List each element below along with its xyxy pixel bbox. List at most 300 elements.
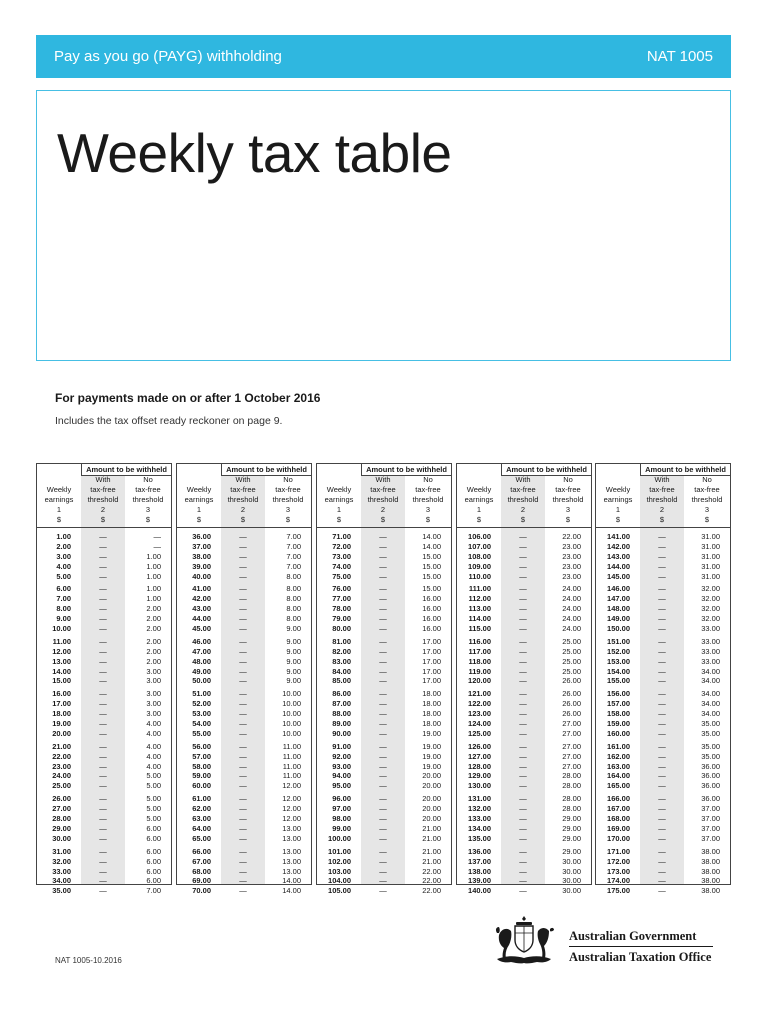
weekly-earnings-cell: 150.00 [607,624,630,634]
no-threshold-cell: 38.00 [701,846,720,856]
no-threshold-cell: 7.00 [146,886,161,896]
table-row [317,886,451,896]
header-doc-code: NAT 1005 [646,48,713,65]
weekly-earnings-cell: 137.00 [468,856,491,866]
with-threshold-cell: — [519,584,527,594]
no-threshold-cell: 19.00 [422,761,441,771]
with-threshold-cell: — [379,532,387,541]
weekly-earnings-cell: 70.00 [192,886,211,896]
column-header-line: threshold [87,495,119,504]
with-threshold-cell: — [658,541,666,551]
table-row [596,667,730,677]
no-threshold-cell: 12.00 [282,794,301,804]
with-threshold-cell: — [99,856,107,866]
with-threshold-cell: — [519,741,527,751]
weekly-earnings-cell: 5.00 [56,571,71,581]
weekly-earnings-cell: 170.00 [607,833,630,843]
with-threshold-cell: — [99,804,107,814]
table-row [457,676,591,686]
table-row [596,771,730,781]
no-threshold-cell: 25.00 [562,646,581,656]
with-threshold-cell: — [379,804,387,814]
table-row [37,532,171,542]
with-threshold-cell: — [99,771,107,781]
table-row [317,657,451,667]
table-row [37,542,171,552]
weekly-earnings-cell: 43.00 [192,604,211,614]
tax-table-3 [316,463,452,896]
with-threshold-cell: — [658,624,666,634]
weekly-earnings-cell: 140.00 [468,886,491,896]
no-threshold-cell: 20.00 [422,794,441,804]
with-threshold-cell: — [379,833,387,843]
weekly-earnings-cell: 29.00 [52,823,71,833]
weekly-earnings-cell: 27.00 [52,804,71,814]
no-threshold-cell: 29.00 [562,814,581,824]
no-threshold-cell: 2.00 [146,604,161,614]
with-threshold-cell: — [239,728,247,738]
with-threshold-cell: — [99,761,107,771]
weekly-earnings-cell: 1.00 [56,532,71,541]
table-row [596,532,730,542]
no-threshold-cell: 20.00 [422,771,441,781]
no-threshold-cell: 3.00 [146,709,161,719]
no-threshold-cell: 32.00 [701,584,720,594]
column-header-line: With [375,475,391,484]
table-row [177,676,311,686]
column-header-line: tax-free [510,485,536,494]
column-header-line: tax-free [694,485,720,494]
with-threshold-cell: — [99,676,107,686]
weekly-earnings-cell: 73.00 [332,551,351,561]
table-row [317,709,451,719]
no-threshold-cell: 18.00 [422,719,441,729]
no-threshold-cell: 9.00 [286,636,301,646]
table-row [457,572,591,582]
column-header-line: No [143,475,153,484]
weekly-earnings-cell: 146.00 [607,584,630,594]
with-threshold-cell: — [379,614,387,624]
with-threshold-cell: — [379,699,387,709]
weekly-earnings-cell: 131.00 [468,794,491,804]
weekly-earnings-cell: 8.00 [56,604,71,614]
with-threshold-cell: — [658,804,666,814]
weekly-earnings-cell: 34.00 [52,876,71,886]
weekly-earnings-cell: 110.00 [468,571,491,581]
with-threshold-cell: — [99,541,107,551]
table-row [37,771,171,781]
no-threshold-cell: 17.00 [422,676,441,686]
table-row [37,886,171,896]
with-threshold-cell: — [99,781,107,791]
weekly-earnings-cell: 148.00 [607,604,630,614]
no-threshold-cell: — [153,541,161,551]
no-threshold-cell: 6.00 [146,866,161,876]
subtitle: For payments made on or after 1 October 2016 [55,391,321,405]
table-row [596,719,730,729]
weekly-earnings-cell: 82.00 [332,646,351,656]
no-threshold-cell: 33.00 [701,636,720,646]
with-threshold-cell: — [658,636,666,646]
with-threshold-cell: — [239,604,247,614]
header-divider [177,527,311,528]
weekly-earnings-cell: 99.00 [332,823,351,833]
weekly-earnings-cell: 31.00 [52,846,71,856]
no-threshold-cell: 2.00 [146,636,161,646]
weekly-earnings-cell: 50.00 [192,676,211,686]
no-threshold-cell: 38.00 [701,886,720,896]
table-row [457,867,591,877]
with-threshold-cell: — [519,833,527,843]
table-row [317,781,451,791]
column-header-line: 2 [520,505,526,514]
table-row [596,781,730,791]
with-threshold-cell: — [658,561,666,571]
weekly-earnings-cell: 89.00 [332,719,351,729]
table-row [457,657,591,667]
no-threshold-cell: 2.00 [146,656,161,666]
with-threshold-cell: — [239,781,247,791]
no-threshold-cell: 37.00 [701,823,720,833]
with-threshold-cell: — [99,594,107,604]
table-row [177,667,311,677]
weekly-earnings-cell: 54.00 [192,719,211,729]
table-row [37,657,171,667]
table-row [317,771,451,781]
weekly-earnings-cell: 138.00 [468,866,491,876]
with-threshold-cell: — [99,886,107,896]
no-threshold-cell: 12.00 [282,814,301,824]
weekly-earnings-cell: 106.00 [468,532,491,541]
no-threshold-cell: 1.00 [146,594,161,604]
with-threshold-cell: — [379,794,387,804]
no-threshold-cell: 23.00 [562,541,581,551]
no-threshold-cell: 9.00 [286,676,301,686]
table-row [317,594,451,604]
weekly-earnings-cell: 48.00 [192,656,211,666]
no-threshold-cell: 37.00 [701,804,720,814]
column-header-line: $ [196,515,202,524]
table-row [596,729,730,739]
table-row [317,699,451,709]
with-threshold-cell: — [658,741,666,751]
weekly-earnings-cell: 129.00 [468,771,491,781]
no-threshold-cell: 35.00 [701,741,720,751]
weekly-earnings-cell: 53.00 [192,709,211,719]
weekly-earnings-cell: 21.00 [52,741,71,751]
with-threshold-cell: — [379,719,387,729]
table-row [37,604,171,614]
no-threshold-cell: 25.00 [562,636,581,646]
no-threshold-cell: 30.00 [562,886,581,896]
with-threshold-cell: — [99,699,107,709]
no-threshold-cell: 27.00 [562,719,581,729]
with-threshold-cell: — [239,656,247,666]
weekly-earnings-cell: 169.00 [607,823,630,833]
no-threshold-cell: 1.00 [146,561,161,571]
no-threshold-cell: 36.00 [701,794,720,804]
table-row [596,876,730,886]
column-header-3 [265,475,311,527]
column-header-line: 2 [100,505,106,514]
with-threshold-cell: — [379,886,387,896]
with-threshold-cell: — [239,646,247,656]
no-threshold-cell: 18.00 [422,699,441,709]
weekly-earnings-cell: 38.00 [192,551,211,561]
table-row [177,857,311,867]
no-threshold-cell: 21.00 [422,856,441,866]
with-threshold-cell: — [658,781,666,791]
column-header-line: earnings [603,495,633,504]
no-threshold-cell: 14.00 [422,532,441,541]
weekly-earnings-cell: 159.00 [607,719,630,729]
with-threshold-cell: — [99,689,107,699]
no-threshold-cell: — [153,532,161,541]
no-threshold-cell: 7.00 [286,532,301,541]
weekly-earnings-cell: 136.00 [468,846,491,856]
column-header-line: $ [565,515,571,524]
weekly-earnings-cell: 25.00 [52,781,71,791]
weekly-earnings-cell: 125.00 [468,728,491,738]
table-row [177,709,311,719]
weekly-earnings-cell: 127.00 [468,751,491,761]
with-threshold-cell: — [99,656,107,666]
with-threshold-cell: — [99,666,107,676]
table-row [457,542,591,552]
table-row [457,876,591,886]
table-row [596,867,730,877]
weekly-earnings-cell: 3.00 [56,551,71,561]
no-threshold-cell: 10.00 [282,719,301,729]
weekly-earnings-cell: 47.00 [192,646,211,656]
with-threshold-cell: — [239,846,247,856]
weekly-earnings-cell: 141.00 [607,532,630,541]
table-row [596,552,730,562]
with-threshold-cell: — [239,561,247,571]
with-threshold-cell: — [658,689,666,699]
weekly-earnings-cell: 157.00 [607,699,630,709]
table-row [317,742,451,752]
with-threshold-cell: — [519,636,527,646]
table-row [37,614,171,624]
with-threshold-cell: — [519,676,527,686]
tax-table-1 [36,463,172,896]
no-threshold-cell: 36.00 [701,771,720,781]
no-threshold-cell: 27.00 [562,761,581,771]
no-threshold-cell: 18.00 [422,709,441,719]
column-header-line: With [95,475,111,484]
table-row [37,824,171,834]
weekly-earnings-cell: 100.00 [328,833,351,843]
no-threshold-cell: 25.00 [562,666,581,676]
no-threshold-cell: 22.00 [422,876,441,886]
no-threshold-cell: 27.00 [562,728,581,738]
weekly-earnings-cell: 147.00 [607,594,630,604]
table-row [177,689,311,699]
no-threshold-cell: 2.00 [146,624,161,634]
with-threshold-cell: — [658,856,666,866]
table-row [317,667,451,677]
column-header-line: $ [520,515,526,524]
with-threshold-cell: — [239,594,247,604]
weekly-earnings-cell: 173.00 [607,866,630,876]
table-row [37,689,171,699]
no-threshold-cell: 22.00 [422,886,441,896]
table-row [596,762,730,772]
with-threshold-cell: — [379,751,387,761]
table-row [317,794,451,804]
weekly-earnings-cell: 108.00 [468,551,491,561]
no-threshold-cell: 4.00 [146,761,161,771]
column-header-line: No [423,475,433,484]
header-bar [36,35,731,78]
no-threshold-cell: 5.00 [146,814,161,824]
weekly-earnings-cell: 120.00 [468,676,491,686]
column-header-3 [545,475,591,527]
weekly-earnings-cell: 11.00 [52,636,71,646]
no-threshold-cell: 16.00 [422,624,441,634]
table-row [37,729,171,739]
column-header-line: Weekly [186,485,212,494]
with-threshold-cell: — [379,571,387,581]
table-row [457,824,591,834]
weekly-earnings-cell: 171.00 [607,846,630,856]
table-row [37,667,171,677]
weekly-earnings-cell: 113.00 [468,604,491,614]
table-row [37,794,171,804]
table-row [317,857,451,867]
no-threshold-cell: 13.00 [282,866,301,876]
column-header-2 [501,475,545,527]
no-threshold-cell: 34.00 [701,699,720,709]
column-header-line: tax-free [135,485,161,494]
table-body [177,532,311,896]
weekly-earnings-cell: 126.00 [468,741,491,751]
weekly-earnings-cell: 84.00 [332,666,351,676]
weekly-earnings-cell: 142.00 [607,541,630,551]
weekly-earnings-cell: 123.00 [468,709,491,719]
no-threshold-cell: 29.00 [562,823,581,833]
with-threshold-cell: — [99,751,107,761]
table-row [457,752,591,762]
table-row [457,729,591,739]
weekly-earnings-cell: 111.00 [468,584,491,594]
no-threshold-cell: 15.00 [422,551,441,561]
weekly-earnings-cell: 24.00 [52,771,71,781]
with-threshold-cell: — [658,846,666,856]
no-threshold-cell: 15.00 [422,561,441,571]
column-header-line: $ [615,515,621,524]
with-threshold-cell: — [519,666,527,676]
table-row [177,572,311,582]
weekly-earnings-cell: 121.00 [468,689,491,699]
with-threshold-cell: — [99,866,107,876]
no-threshold-cell: 1.00 [146,584,161,594]
weekly-earnings-cell: 58.00 [192,761,211,771]
with-threshold-cell: — [239,751,247,761]
table-body [457,532,591,896]
no-threshold-cell: 32.00 [701,604,720,614]
no-threshold-cell: 28.00 [562,794,581,804]
with-threshold-cell: — [658,728,666,738]
with-threshold-cell: — [239,876,247,886]
with-threshold-cell: — [239,676,247,686]
table-row [317,834,451,844]
weekly-earnings-cell: 135.00 [468,833,491,843]
weekly-earnings-cell: 17.00 [52,699,71,709]
weekly-earnings-cell: 45.00 [192,624,211,634]
column-header-line: $ [476,515,482,524]
with-threshold-cell: — [658,719,666,729]
no-threshold-cell: 11.00 [282,761,301,771]
table-row [177,699,311,709]
column-header-line: 2 [240,505,246,514]
weekly-earnings-cell: 30.00 [52,833,71,843]
with-threshold-cell: — [99,571,107,581]
with-threshold-cell: — [519,761,527,771]
with-threshold-cell: — [239,636,247,646]
table-row [596,594,730,604]
column-header-line: threshold [552,495,584,504]
with-threshold-cell: — [239,886,247,896]
weekly-earnings-cell: 4.00 [56,561,71,571]
weekly-earnings-cell: 9.00 [56,614,71,624]
table-row [457,647,591,657]
with-threshold-cell: — [239,699,247,709]
table-row [457,614,591,624]
with-threshold-cell: — [519,541,527,551]
table-row [177,824,311,834]
with-threshold-cell: — [379,866,387,876]
no-threshold-cell: 28.00 [562,804,581,814]
table-row [596,572,730,582]
with-threshold-cell: — [99,551,107,561]
tax-tables [36,463,731,896]
weekly-earnings-cell: 167.00 [607,804,630,814]
no-threshold-cell: 11.00 [282,771,301,781]
weekly-earnings-cell: 68.00 [192,866,211,876]
column-header-line: threshold [507,495,539,504]
no-threshold-cell: 8.00 [286,604,301,614]
with-threshold-cell: — [379,594,387,604]
weekly-earnings-cell: 103.00 [328,866,351,876]
header-amount-withheld: Amount to be withheld [361,464,451,476]
table-row [457,532,591,542]
column-header-line: 2 [380,505,386,514]
no-threshold-cell: 31.00 [701,532,720,541]
no-threshold-cell: 21.00 [422,823,441,833]
weekly-earnings-cell: 37.00 [192,541,211,551]
no-threshold-cell: 2.00 [146,614,161,624]
no-threshold-cell: 10.00 [282,728,301,738]
column-header-line: 1 [56,505,62,514]
weekly-earnings-cell: 128.00 [468,761,491,771]
table-row [596,542,730,552]
weekly-earnings-cell: 154.00 [607,666,630,676]
column-header-line: threshold [227,495,259,504]
table-row [596,657,730,667]
table-row [596,857,730,867]
no-threshold-cell: 23.00 [562,571,581,581]
weekly-earnings-cell: 42.00 [192,594,211,604]
column-header-line: Weekly [46,485,72,494]
with-threshold-cell: — [379,676,387,686]
table-row [177,814,311,824]
table-row [317,876,451,886]
weekly-earnings-cell: 107.00 [468,541,491,551]
weekly-earnings-cell: 57.00 [192,751,211,761]
no-threshold-cell: 6.00 [146,856,161,866]
